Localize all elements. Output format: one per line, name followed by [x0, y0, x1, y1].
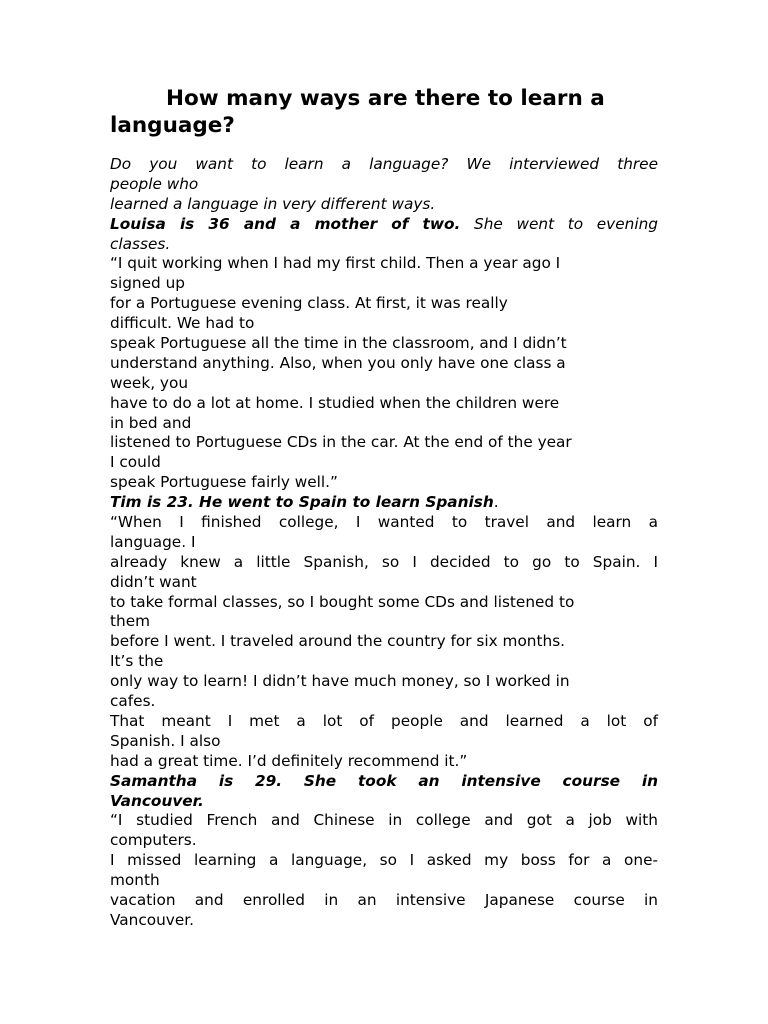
tim-text-line: them [110, 612, 151, 631]
title-line-1: How many ways are there to learn a [166, 86, 605, 111]
samantha-text-line: computers. [110, 831, 197, 850]
louisa-text-line: signed up [110, 274, 186, 293]
louisa-heading-line-2: classes. [110, 234, 171, 253]
samantha-text-line: vacation and enrolled in an intensive Japanese course in [110, 890, 658, 909]
tim-text-line: It’s the [110, 652, 164, 671]
samantha-heading: Samantha is 29. She took an intensive course in [110, 771, 658, 790]
tim-heading [110, 493, 658, 513]
louisa-heading-bold: Louisa is 36 and a mother of two. [110, 214, 461, 233]
louisa-text-line: difficult. We had to [110, 314, 255, 333]
samantha-heading-line-2: Vancouver. [110, 791, 204, 810]
samantha-text-line: I missed learning a language, so I asked my boss for a one- [110, 851, 658, 870]
intro-line: people who [110, 174, 199, 193]
tim-text-line: language. I [110, 532, 196, 551]
tim-text-line: had a great time. I’d definitely recommend it.” [110, 751, 468, 770]
tim-text-line: to take formal classes, so I bought some CDs and listened to [110, 592, 575, 611]
louisa-text-line: in bed and [110, 413, 192, 432]
samantha-text-line: Vancouver. [110, 910, 195, 929]
tim-text-line: already knew a little Spanish, so I decided to go to Spain. I [110, 552, 658, 571]
louisa-heading-rest: She went to evening [460, 214, 658, 233]
page-title [110, 85, 670, 139]
intro-line: Do you want to learn a language? We interviewed three [110, 155, 658, 173]
tim-text-line: That meant I met a lot of people and learned a lot of [110, 711, 658, 730]
samantha-text-line: “I studied French and Chinese in college and got a job with [110, 811, 658, 830]
louisa-text-line: “I quit working when I had my first child. Then a year ago I [110, 254, 561, 273]
tim-text-line: Spanish. I also [110, 731, 221, 750]
louisa-text-line: speak Portuguese fairly well.” [110, 473, 338, 492]
tim-text-line: only way to learn! I didn’t have much money, so I worked in [110, 672, 570, 691]
louisa-text-line: have to do a lot at home. I studied when the children were [110, 393, 560, 412]
tim-text-line: didn’t want [110, 572, 197, 591]
tim-text-line: cafes. [110, 692, 156, 711]
tim-text-line: “When I finished college, I wanted to travel and learn a [110, 513, 658, 532]
louisa-text-line: listened to Portuguese CDs in the car. At the end of the year [110, 433, 572, 452]
samantha-text-line: month [110, 871, 160, 890]
louisa-text-line: understand anything. Also, when you only have one class a [110, 353, 566, 372]
article-body [110, 155, 658, 931]
louisa-text-line: I could [110, 453, 161, 472]
intro-line: learned a language in very different ways. [110, 194, 436, 213]
louisa-text-line: speak Portuguese all the time in the classroom, and I didn’t [110, 334, 567, 353]
louisa-heading [110, 215, 658, 235]
tim-text-line: before I went. I traveled around the country for six months. [110, 632, 566, 651]
tim-heading-bold: Tim is 23. He went to Spain to learn Spanish [110, 493, 494, 512]
title-line-2: language? [110, 113, 235, 138]
louisa-text-line: week, you [110, 373, 189, 392]
louisa-text-line: for a Portuguese evening class. At first, it was really [110, 294, 508, 313]
tim-heading-rest: . [493, 493, 499, 512]
